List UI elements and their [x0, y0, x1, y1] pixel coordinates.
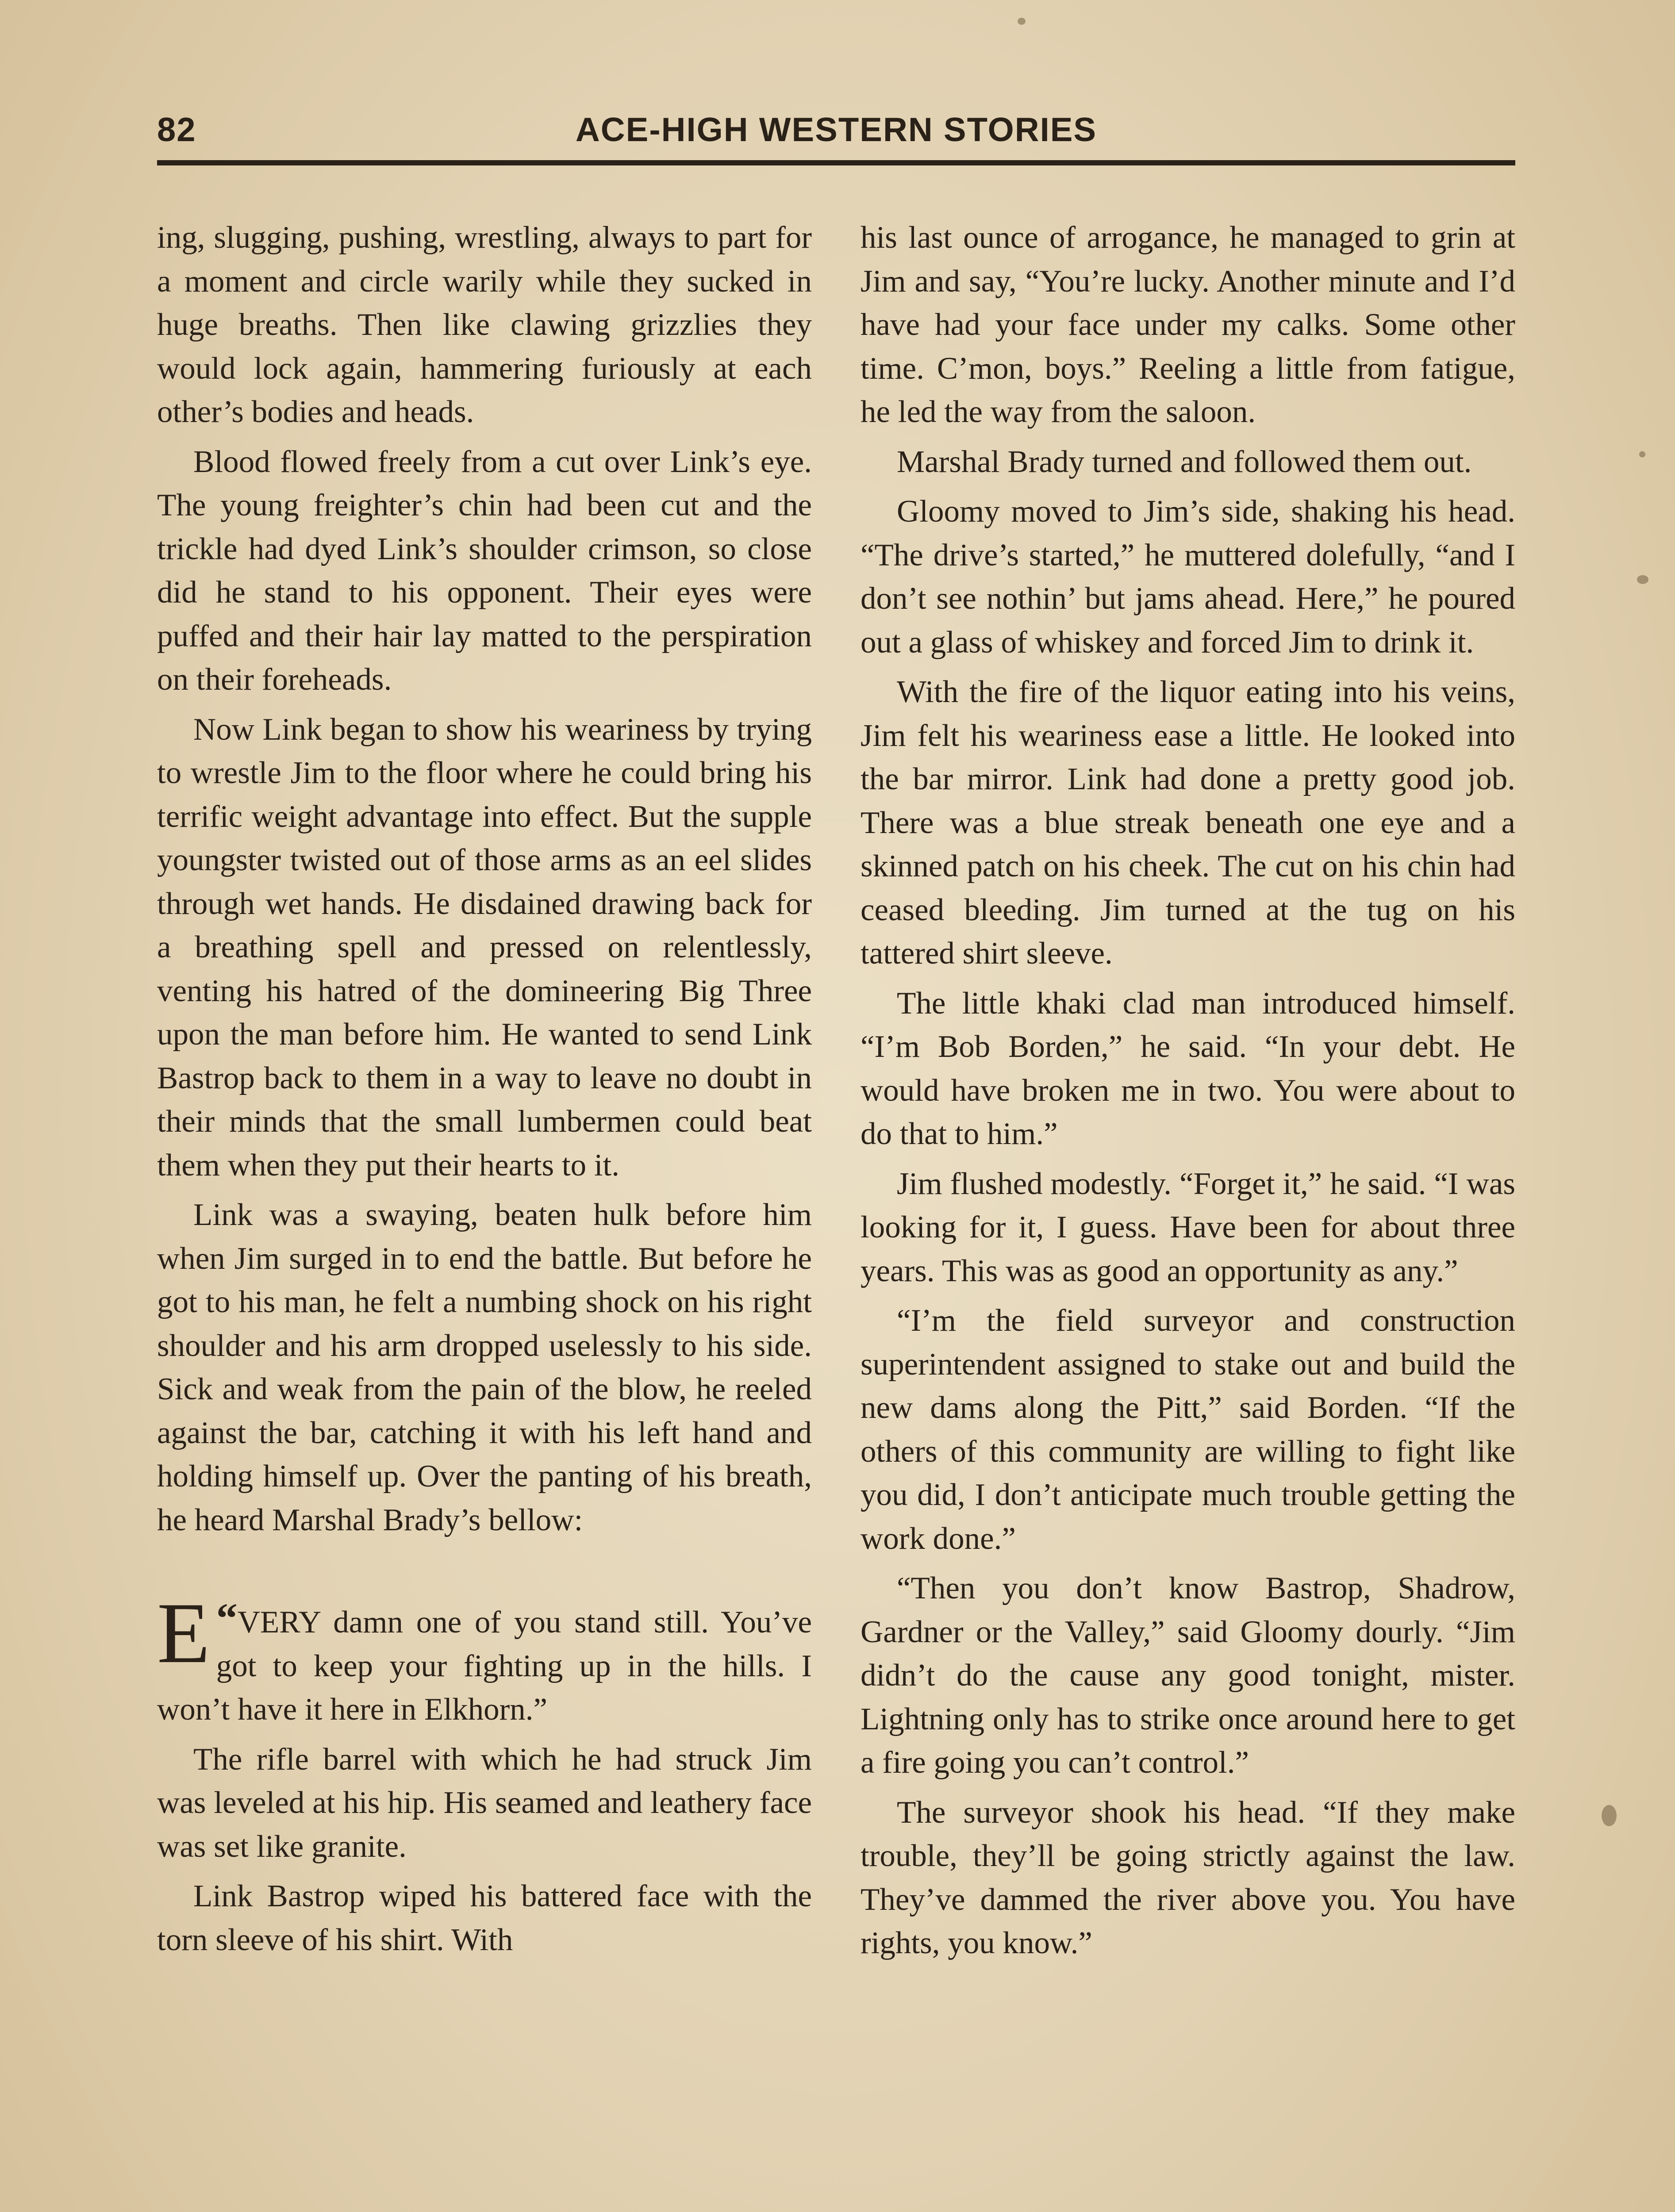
paragraph: Gloomy moved to Jim’s side, shaking his head. “The drive’s started,” he muttered dolefully, “and I don’t see nothin’ but jams ahead. Here,” he poured out a glass of whiskey and forced Jim to drink it.: [861, 494, 1515, 660]
paper-smudge: [1637, 575, 1648, 584]
paragraph: The surveyor shook his head. “If they make trouble, they’ll be going strictly against the law. They’ve dammed the river above you. You have rights, you know.”: [861, 1795, 1515, 1960]
drop-cap: E: [157, 1585, 210, 1681]
dropcap-paragraph: [157, 1585, 812, 1732]
paper-smudge: [1018, 18, 1026, 25]
paper-smudge: [1639, 451, 1645, 457]
paragraph: Link Bastrop wiped his battered face with the torn sleeve of his shirt. With: [157, 1879, 812, 1957]
left-column: [157, 216, 812, 1968]
paragraph: Link was a swaying, beaten hulk before him when Jim surged in to end the battle. But before he got to his man, he felt a numbing shock on his right shoulder and his arm dropped uselessly to his side. Sick and weak from the pain of the blow, he reeled against the bar, catching it with his left hand and holding himself up. Over the panting of his breath, he heard Marshal Brady’s bellow:: [157, 1198, 812, 1537]
page-number: 82: [157, 111, 196, 149]
paragraph: Marshal Brady turned and followed them out.: [897, 444, 1472, 479]
running-head-title: ACE-HIGH WESTERN STORIES: [575, 111, 1097, 149]
paragraph-text: VERY damn one of you stand still. You’ve got to keep your fighting up in the hills. I won’t have it here in Elkhorn.”: [157, 1605, 812, 1727]
paragraph: his last ounce of arrogance, he managed to grin at Jim and say, “You’re lucky. Another minute and I’d have had your face under my calks. Some other time. C’mon, boys.” Reeling a little from fatigue, he led the way from the saloon.: [861, 220, 1515, 429]
section-break: [157, 1548, 812, 1597]
paper-smudge: [1602, 1805, 1617, 1826]
paragraph: ing, slugging, pushing, wrestling, always to part for a moment and circle warily while they sucked in huge breaths. Then like clawing grizzlies they would lock again, hammering furiously at each other’s bodies and heads.: [157, 220, 812, 429]
paragraph: The rifle barrel with which he had struck Jim was leveled at his hip. His seamed and leathery face was set like granite.: [157, 1742, 812, 1864]
page-header: [157, 111, 1515, 159]
paragraph: Jim flushed modestly. “Forget it,” he said. “I was looking for it, I guess. Have been for about three years. This was as good an opportunity as any.”: [861, 1166, 1515, 1288]
header-rule: [157, 160, 1515, 165]
paragraph: With the fire of the liquor eating into his veins, Jim felt his weariness ease a little. He looked into the bar mirror. Link had done a pretty good job. There was a blue streak beneath one eye and a skinned patch on his cheek. The cut on his chin had ceased bleeding. Jim turned at the tug on his tattered shirt sleeve.: [861, 675, 1515, 971]
paragraph: Blood flowed freely from a cut over Link’s eye. The young freighter’s chin had been cut and the trickle had dyed Link’s shoulder crimson, so close did he stand to his opponent. Their eyes were puffed and their hair lay matted to the perspiration on their foreheads.: [157, 444, 812, 697]
opening-quote: “: [216, 1594, 238, 1642]
paragraph: Now Link began to show his weariness by trying to wrestle Jim to the floor where he could bring his terrific weight advantage into effect. But the supple youngster twisted out of those arms as an eel slides through wet hands. He disdained drawing back for a breathing spell and pressed on relentlessly, venting his hatred of the domineering Big Three upon the man before him. He wanted to send Link Bastrop back to them in a way to leave no doubt in their minds that the small lumbermen could beat them when they put their hearts to it.: [157, 712, 812, 1183]
right-column: [861, 216, 1515, 1971]
paragraph: “I’m the field surveyor and construction superintendent assigned to stake out and build the new dams along the Pitt,” said Borden. “If the others of this community are willing to fight like you did, I don’t anticipate much trouble getting the work done.”: [861, 1303, 1515, 1556]
paragraph: “Then you don’t know Bastrop, Shadrow, Gardner or the Valley,” said Gloomy dourly. “Jim didn’t do the cause any good tonight, mister. Lightning only has to strike once around here to get a fire going you can’t control.”: [861, 1571, 1515, 1780]
paragraph: The little khaki clad man introduced himself. “I’m Bob Borden,” he said. “In your debt. He would have broken me in two. You were about to do that to him.”: [861, 986, 1515, 1151]
